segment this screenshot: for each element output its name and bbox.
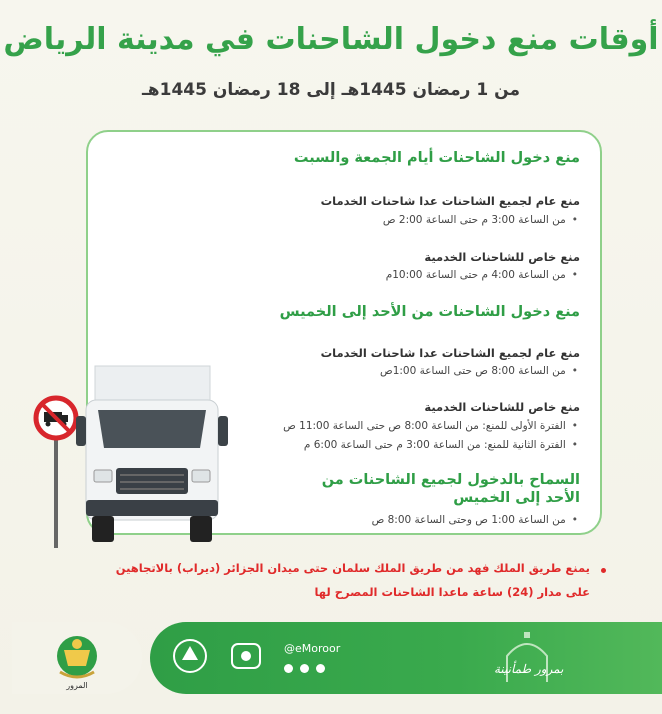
page-subtitle: من 1 رمضان 1445هـ إلى 18 رمضان 1445هـ [142, 80, 520, 100]
footer [0, 622, 662, 694]
general-ban-heading-2: منع عام لجميع الشاحنات عدا شاحنات الخدمات [320, 346, 580, 360]
allowed-entry-heading-1: السماح بالدخول لجميع الشاحنات من [321, 472, 580, 488]
truck-icon [20, 360, 230, 550]
traffic-emblem-icon [12, 622, 142, 694]
twitter-icon[interactable] [316, 664, 325, 673]
ministry-logo-icon [170, 636, 210, 676]
social-handle[interactable]: @eMoroor [284, 642, 341, 655]
road-closure-note-1: يمنع طريق الملك فهد من طريق الملك سلمان حتى ميدان الجزائر (ديراب) بالاتجاهين [115, 561, 590, 575]
note-bullet [601, 568, 606, 573]
service-ban-time-2b: • الفترة الثانية للمنع: من الساعة 3:00 م حتى الساعة 6:00 م [304, 439, 578, 451]
road-closure-note-2: على مدار (24) ساعة ماعدا الشاحنات المصرح لها [314, 585, 590, 599]
page-title: أوقات منع دخول الشاحنات في مدينة الرياض [3, 22, 659, 57]
facebook-icon[interactable] [300, 664, 309, 673]
instagram-icon[interactable] [284, 664, 293, 673]
general-ban-time-2: • من الساعة 8:00 ص حتى الساعة 1:00ص [380, 365, 578, 377]
service-ban-heading-1: منع خاص للشاحنات الخدمية [424, 250, 580, 264]
no-trucks-sign-icon [36, 398, 76, 548]
service-ban-time-1: • من الساعة 4:00 م حتى الساعة 10:00م [386, 269, 578, 281]
friday-saturday-heading: منع دخول الشاحنات أيام الجمعة والسبت [293, 150, 580, 166]
traffic-emblem [12, 622, 142, 694]
mosque-dome-icon [492, 626, 562, 690]
sunday-thursday-heading: منع دخول الشاحنات من الأحد إلى الخميس [279, 304, 580, 320]
general-ban-time-1: • من الساعة 3:00 م حتى الساعة 2:00 ص [383, 214, 578, 226]
general-ban-heading-1: منع عام لجميع الشاحنات عدا شاحنات الخدمات [320, 194, 580, 208]
brand-slogan: بمرور طمأنينة [494, 662, 564, 676]
service-ban-time-2a: • الفترة الأولى للمنع: من الساعة 8:00 ص حتى الساعة 11:00 ص [283, 420, 578, 432]
allowed-entry-heading-2: الأحد إلى الخميس [453, 490, 580, 506]
service-ban-heading-2: منع خاص للشاحنات الخدمية [424, 400, 580, 414]
allowed-entry-time: • من الساعة 1:00 ص وحتى الساعة 8:00 ص [372, 514, 578, 526]
truck-illustration [20, 360, 230, 550]
emblem-label: المرور [66, 681, 88, 690]
moroor-logo-icon [226, 636, 266, 676]
social-icons [284, 658, 325, 677]
